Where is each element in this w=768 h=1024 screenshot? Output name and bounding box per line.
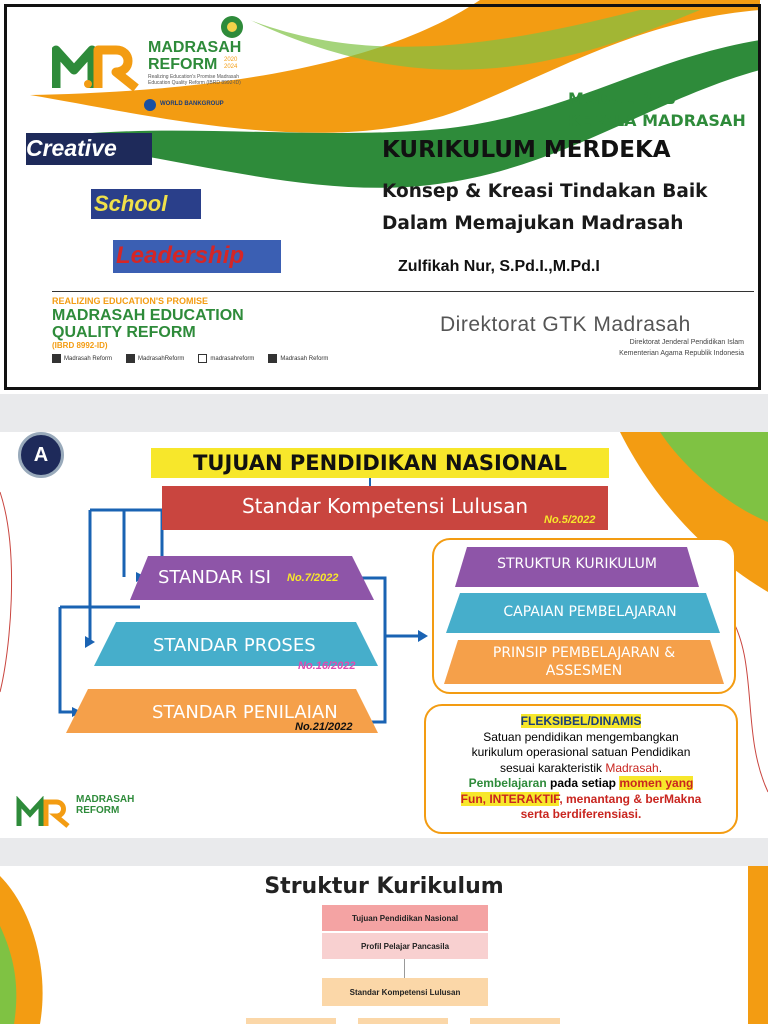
youtube-link[interactable]: Madrasah Reform	[268, 354, 328, 363]
skl-box	[162, 486, 608, 530]
slide2-title: TUJUAN PENDIDIKAN NASIONAL	[151, 448, 609, 478]
org-sub1: Direktorat Jenderal Pendidikan Islam	[629, 339, 744, 346]
footer-code: (IBRD 8992-ID)	[52, 341, 108, 350]
brand-tagline: Realizing Education's Promise Madrasah Education Quality Reform (IBRD 8992-ID)	[148, 74, 241, 86]
subtitle-line2: Dalam Memajukan Madrasah	[382, 213, 684, 234]
divider	[52, 291, 754, 292]
box-partial-2	[358, 1018, 448, 1024]
box-partial-3	[470, 1018, 560, 1024]
author-name: Zulfikah Nur, S.Pd.I.,M.Pd.I	[398, 258, 600, 275]
tag-creative: Creative	[26, 133, 152, 165]
box-skl: Standar Kompetensi Lulusan	[322, 978, 488, 1006]
standar-proses-no: No.16/2022	[298, 660, 356, 672]
brand-name-line1: MADRASAH	[148, 39, 242, 56]
brand-name-line2: REFORM	[148, 56, 218, 73]
slide2-logo-line2: REFORM	[76, 805, 120, 816]
slide-gap	[0, 394, 768, 432]
standards-slide	[0, 432, 768, 838]
youtube-icon	[268, 354, 277, 363]
standar-penilaian-no: No.21/2022	[295, 721, 353, 733]
footer-line1: MADRASAH EDUCATION	[52, 307, 244, 324]
facebook-icon	[52, 354, 61, 363]
footer-line2: QUALITY REFORM	[52, 324, 196, 341]
slide3-title: Struktur Kurikulum	[264, 874, 504, 899]
structure-slide	[0, 866, 768, 1024]
tag-school: School	[91, 189, 201, 219]
instagram-icon	[198, 354, 207, 363]
twitter-icon	[126, 354, 135, 363]
instagram-link[interactable]: madrasahreform	[198, 354, 254, 363]
brand-years: 2020 2024	[224, 57, 238, 70]
org-name: Direktorat GTK Madrasah	[440, 313, 691, 336]
org-sub2: Kementerian Agama Republik Indonesia	[619, 350, 744, 357]
flex-line2: kurikulum operasional satuan Pendidikan	[471, 745, 691, 759]
struktur-kurikulum: STRUKTUR KURIKULUM	[497, 556, 657, 572]
slide-gap-2	[0, 838, 768, 866]
skl-no: No.5/2022	[544, 514, 596, 526]
flex-line6: serta berdiferensiasi.	[520, 807, 642, 821]
title-slide	[0, 0, 768, 394]
flex-title: FLEKSIBEL/DINAMIS	[520, 714, 642, 728]
box-partial-1	[246, 1018, 336, 1024]
box-profil: Profil Pelajar Pancasila	[322, 933, 488, 959]
module-title: MODUL PKB KEPALA MADRASAH	[568, 89, 746, 130]
slide2-logo-icon	[16, 796, 72, 828]
connector	[404, 959, 405, 978]
standar-penilaian-label: STANDAR PENILAIAN	[152, 702, 338, 723]
standar-isi-no: No.7/2022	[287, 572, 339, 584]
main-title: KURIKULUM MERDEKA	[382, 137, 671, 163]
section-badge: A	[18, 432, 64, 478]
standar-isi-label: STANDAR ISI	[158, 567, 271, 588]
footer-promise: REALIZING EDUCATION'S PROMISE	[52, 296, 208, 306]
slide2-logo-line1: MADRASAH	[76, 794, 135, 805]
madrasah-reform-logo-icon	[52, 40, 142, 92]
tag-leadership: Leadership	[113, 240, 281, 273]
capaian-pembelajaran: CAPAIAN PEMBELAJARAN	[503, 604, 677, 620]
facebook-link[interactable]: Madrasah Reform	[52, 354, 112, 363]
twitter-link[interactable]: MadrasahReform	[126, 354, 184, 363]
sponsor-name: WORLD BANKGROUP	[160, 101, 224, 107]
skl-label: Standar Kompetensi Lulusan	[241, 494, 529, 518]
box-tujuan: Tujuan Pendidikan Nasional	[322, 905, 488, 931]
prinsip-pembelajaran: PRINSIP PEMBELAJARAN & ASSESMEN	[492, 645, 676, 679]
flexibility-box: FLEKSIBEL/DINAMIS Satuan pendidikan mengembangkan kurikulum operasional satuan Pendidikan sesuai karakteristik Madrasah. Pembelajaran pada setiap momen yang Fun, INTERAKTIF, menantang & berMakna serta berdiferensiasi.	[424, 704, 738, 834]
world-bank-icon	[144, 99, 156, 111]
ministry-emblem-icon	[219, 14, 245, 40]
flex-line1: Satuan pendidikan mengembangkan	[483, 729, 679, 744]
subtitle-line1: Konsep & Kreasi Tindakan Baik	[382, 181, 708, 202]
standar-proses-label: STANDAR PROSES	[153, 635, 316, 656]
